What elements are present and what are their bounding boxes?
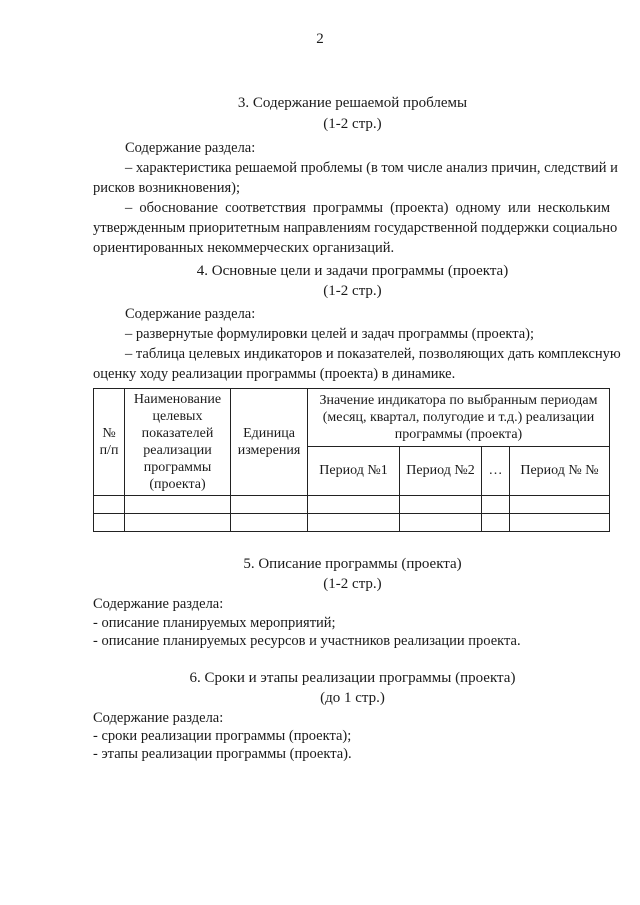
- header-unit: Единица измерения: [231, 389, 308, 496]
- page-number: 2: [316, 31, 324, 47]
- section-4-intro: Содержание раздела:: [125, 306, 256, 322]
- section-5-pages: (1-2 стр.): [323, 576, 382, 592]
- section-3-title: 3. Содержание решаемой проблемы: [237, 95, 468, 111]
- header-indicator-value: Значение индикатора по выбранным периодам (месяц, квартал, полугодие и т.д.) реализации программы (проекта): [308, 389, 610, 447]
- section-3-bullet-2: – обоснование соответствия программы (проекта) одному или нескольким: [125, 200, 610, 216]
- indicators-table: [93, 388, 610, 532]
- section-3-bullet-1: – характеристика решаемой проблемы (в том числе анализ причин, следствий и: [125, 160, 618, 176]
- table-row: [94, 496, 610, 514]
- section-5-intro: Содержание раздела:: [93, 596, 224, 612]
- section-3-intro: Содержание раздела:: [125, 140, 256, 156]
- table-row: [94, 514, 610, 532]
- section-6-title: 6. Сроки и этапы реализации программы (проекта): [189, 670, 516, 686]
- header-period-1: Период №1: [308, 446, 400, 495]
- section-3-pages: (1-2 стр.): [323, 116, 382, 132]
- section-3-bullet-2-cont-1: утвержденным приоритетным направлениям государственной поддержки социально: [93, 220, 618, 236]
- header-number: № п/п: [94, 389, 125, 496]
- section-6-bullet-2: - этапы реализации программы (проекта).: [93, 746, 352, 762]
- header-period-ellipsis: …: [482, 446, 510, 495]
- section-4-bullet-2: – таблица целевых индикаторов и показателей, позволяющих дать комплексную: [125, 346, 621, 362]
- section-6-intro: Содержание раздела:: [93, 710, 224, 726]
- section-3-bullet-1-cont: рисков возникновения);: [93, 180, 241, 196]
- section-4-bullet-2-cont: оценку ходу реализации программы (проекта) в динамике.: [93, 366, 456, 382]
- section-5-title: 5. Описание программы (проекта): [243, 556, 462, 572]
- section-6-bullet-1: - сроки реализации программы (проекта);: [93, 728, 352, 744]
- section-3-bullet-2-cont-2: ориентированных некоммерческих организаций.: [93, 240, 395, 256]
- section-4-bullet-1: – развернутые формулировки целей и задач программы (проекта);: [125, 326, 535, 342]
- section-5-bullet-2: - описание планируемых ресурсов и участников реализации проекта.: [93, 633, 521, 649]
- header-indicator-name: Наименование целевых показателей реализации программы (проекта): [125, 389, 231, 496]
- header-period-n: Период № №: [510, 446, 610, 495]
- section-4-title: 4. Основные цели и задачи программы (проекта): [196, 263, 509, 279]
- section-4-pages: (1-2 стр.): [323, 283, 382, 299]
- section-6-pages: (до 1 стр.): [320, 690, 385, 706]
- header-period-2: Период №2: [400, 446, 482, 495]
- section-5-bullet-1: - описание планируемых мероприятий;: [93, 615, 336, 631]
